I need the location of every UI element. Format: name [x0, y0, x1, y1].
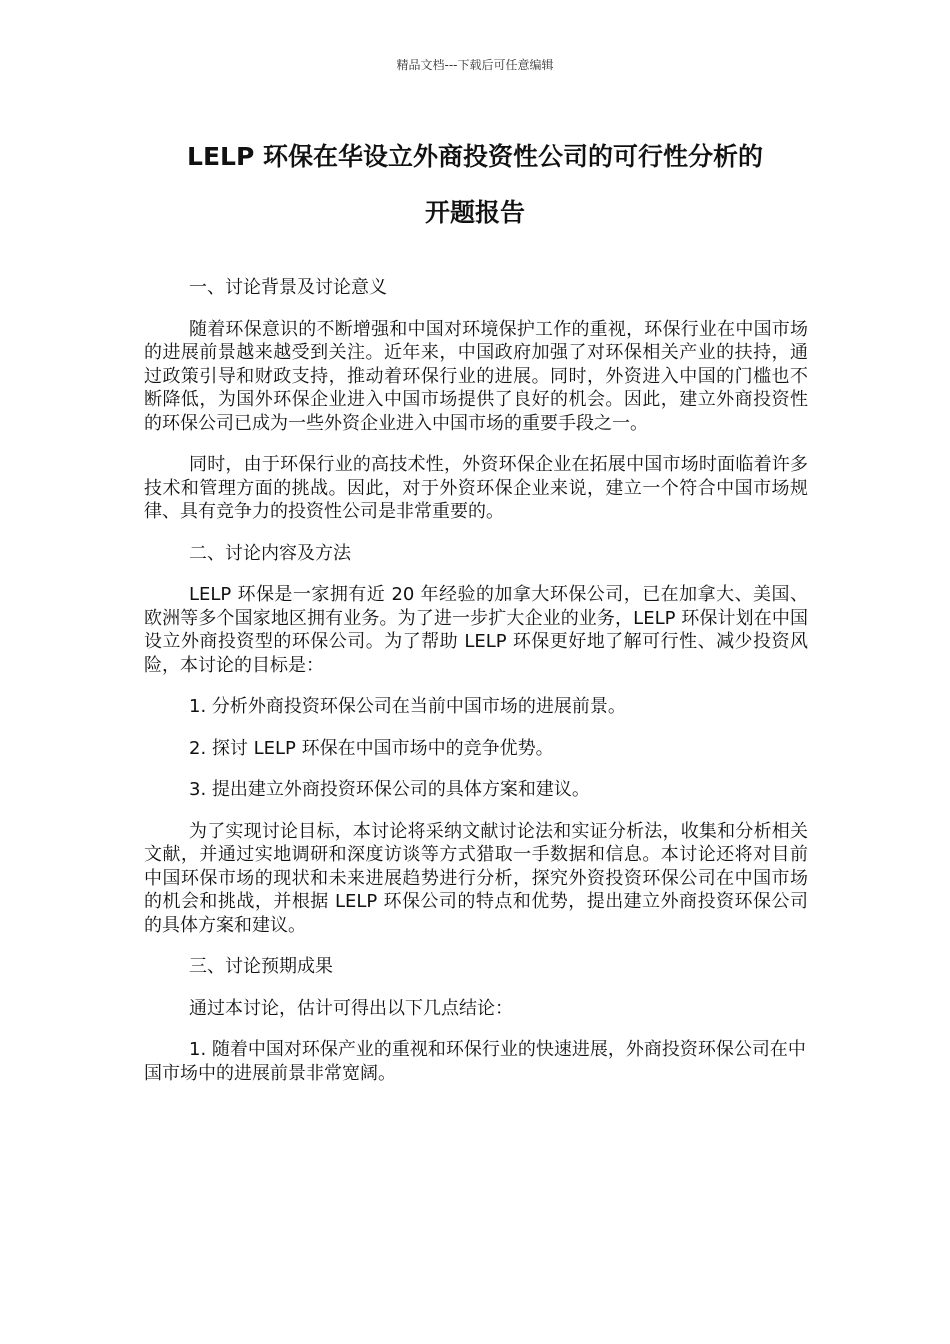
paragraph-content-1: LELP 环保是一家拥有近 20 年经验的加拿大环保公司，已在加拿大、美国、欧洲等多个国家地区拥有业务。为了进一步扩大企业的业务，LELP 环保计划在中国设立外商投资型的环保公司。为了帮助 LELP 环保更好地了解可行性、减少投资风险，本讨论的目标是：: [144, 584, 808, 676]
list-item-goal-2: 2. 探讨 LELP 环保在中国市场中的竞争优势。: [189, 737, 554, 759]
paragraph-method: 为了实现讨论目标，本讨论将采纳文献讨论法和实证分析法，收集和分析相关文献，并通过实地调研和深度访谈等方式猎取一手数据和信息。本讨论还将对目前中国环保市场的现状和未来进展趋势进行分析，探究外资投资环保公司在中国市场的机会和挑战，并根据 LELP 环保公司的特点和优势，提出建立外商投资环保公司的具体方案和建议。: [144, 820, 808, 936]
paragraph-background-2: 同时，由于环保行业的高技术性，外资环保企业在拓展中国市场时面临着许多技术和管理方面的挑战。因此，对于外资环保企业来说，建立一个符合中国市场规律、具有竞争力的投资性公司是非常重要的。: [144, 454, 808, 522]
section-heading-content-method: 二、讨论内容及方法: [189, 542, 351, 564]
document-title-line-1: LELP 环保在华设立外商投资性公司的可行性分析的: [187, 142, 763, 171]
section-heading-expected-results: 三、讨论预期成果: [189, 956, 333, 977]
list-item-goal-1: 1. 分析外商投资环保公司在当前中国市场的进展前景。: [189, 696, 626, 717]
paragraph-background-1: 随着环保意识的不断增强和中国对环境保护工作的重视，环保行业在中国市场的进展前景越来越受到关注。近年来，中国政府加强了对环保相关产业的扶持，通过政策引导和财政支持，推动着环保行业的进展。同时，外资进入中国的门槛也不断降低，为国外环保企业进入中国市场提供了良好的机会。因此，建立外商投资性的环保公司已成为一些外资企业进入中国市场的重要手段之一。: [144, 318, 808, 434]
list-item-goal-3: 3. 提出建立外商投资环保公司的具体方案和建议。: [189, 779, 590, 800]
document-body: [144, 276, 808, 1103]
paragraph-results-intro: 通过本讨论，估计可得出以下几点结论：: [189, 997, 513, 1019]
list-item-result-1: 1. 随着中国对环保产业的重视和环保行业的快速进展，外商投资环保公司在中国市场中的进展前景非常宽阔。: [144, 1039, 806, 1084]
section-heading-background: 一、讨论背景及讨论意义: [189, 277, 387, 298]
document-title-line-2: 开题报告: [424, 198, 525, 227]
page-header-note: 精品文档---下载后可任意编辑: [396, 58, 554, 72]
